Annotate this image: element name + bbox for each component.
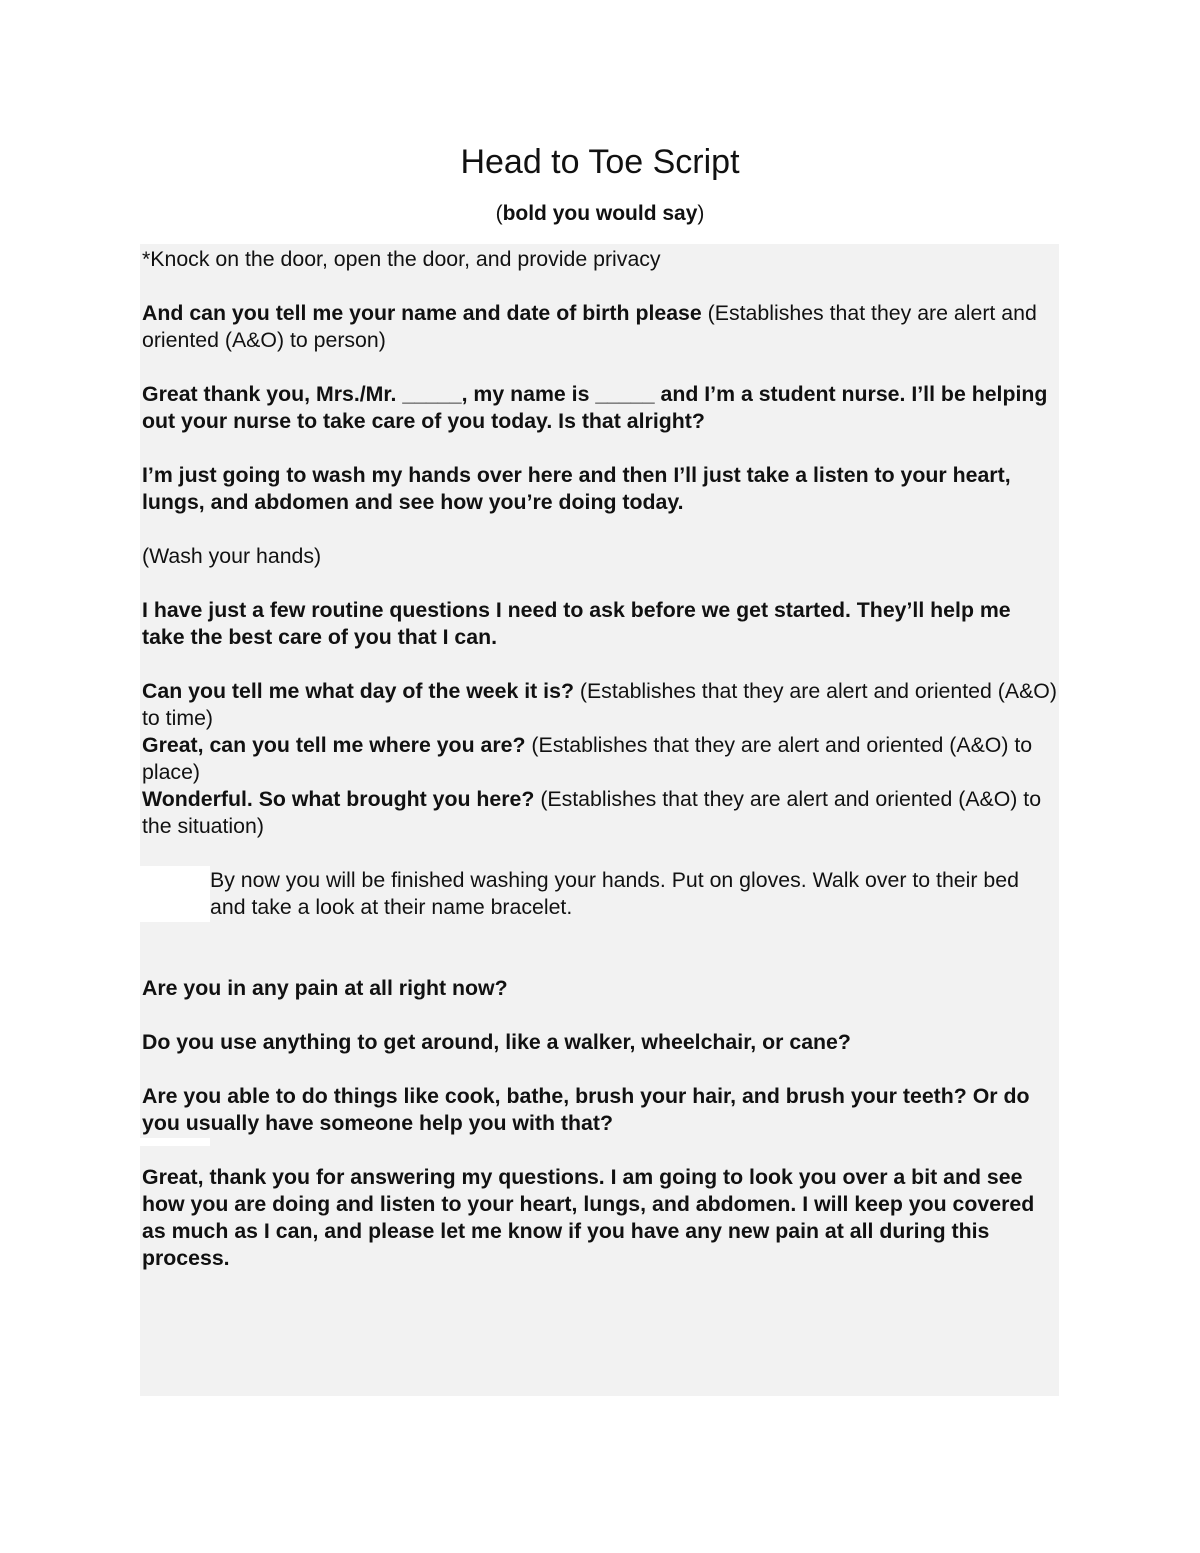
spoken-text: Great, thank you for answering my questions. I am going to look you over a bit and see how you are doing and listen to your heart, lungs, and abdomen. I will keep you covered as much as I can, and please let me know if you have any new pain at all during this process. xyxy=(142,1165,1035,1270)
subtitle xyxy=(0,200,1200,228)
spoken-text: Are you in any pain at all right now? xyxy=(142,976,508,1000)
subtitle-bold-text: bold you would say xyxy=(502,202,698,225)
note-text: (Establishes that they are alert and oriented (A&O) to the situation) xyxy=(142,787,1042,838)
spoken-text: Do you use anything to get around, like a walker, wheelchair, or cane? xyxy=(142,1030,851,1054)
spoken-text: Are you able to do things like cook, bathe, brush your hair, and brush your teeth? Or do you usually have someone help you with that? xyxy=(142,1084,1030,1135)
instruction-wash-hands: (Wash your hands) xyxy=(142,544,322,568)
script-line-time xyxy=(142,678,1057,732)
script-line-situation xyxy=(142,786,1057,840)
spoken-text: I’m just going to wash my hands over here and then I’ll just take a listen to your heart, lungs, and abdomen and see how you’re doing today. xyxy=(142,463,1011,514)
subtitle-open-paren: ( xyxy=(495,202,503,225)
script-line-place xyxy=(142,732,1057,786)
script-line-routine-questions xyxy=(142,597,1057,651)
spoken-text: Great, can you tell me where you are? xyxy=(142,733,526,757)
script-line-closing xyxy=(142,1164,1057,1272)
spoken-text: Great thank you, Mrs./Mr. _____, my name is _____ and I’m a student nurse. I’ll be helping out your nurse to take care of you today. Is that alright? xyxy=(142,382,1048,433)
spoken-text: Wonderful. So what brought you here? xyxy=(142,787,535,811)
script-line-introduction xyxy=(142,381,1057,435)
page-title: Head to Toe Script xyxy=(460,143,740,181)
instruction-knock: *Knock on the door, open the door, and provide privacy xyxy=(142,247,661,271)
note-text: (Establishes that they are alert and oriented (A&O) to place) xyxy=(142,733,1033,784)
script-line-wash-hands xyxy=(142,462,1057,516)
script-line-name-dob xyxy=(142,300,1057,354)
script-line-pain xyxy=(142,975,1057,1002)
spoken-text: I have just a few routine questions I need to ask before we get started. They’ll help me take the best care of you that I can. xyxy=(142,598,1011,649)
subtitle-close-paren: ) xyxy=(697,202,705,225)
script-line-adl xyxy=(142,1083,1057,1137)
script-content xyxy=(142,246,1057,1299)
note-text: (Establishes that they are alert and oriented (A&O) to time) xyxy=(142,679,1057,730)
spoken-text: And can you tell me your name and date of birth please xyxy=(142,301,702,325)
spoken-text: Can you tell me what day of the week it is? xyxy=(142,679,574,703)
note-text: (Establishes that they are alert and oriented (A&O) to person) xyxy=(142,301,1037,352)
script-line-mobility xyxy=(142,1029,1057,1056)
instruction-gloves-bracelet: By now you will be finished washing your hands. Put on gloves. Walk over to their bed and take a look at their name bracelet. xyxy=(210,868,1019,919)
